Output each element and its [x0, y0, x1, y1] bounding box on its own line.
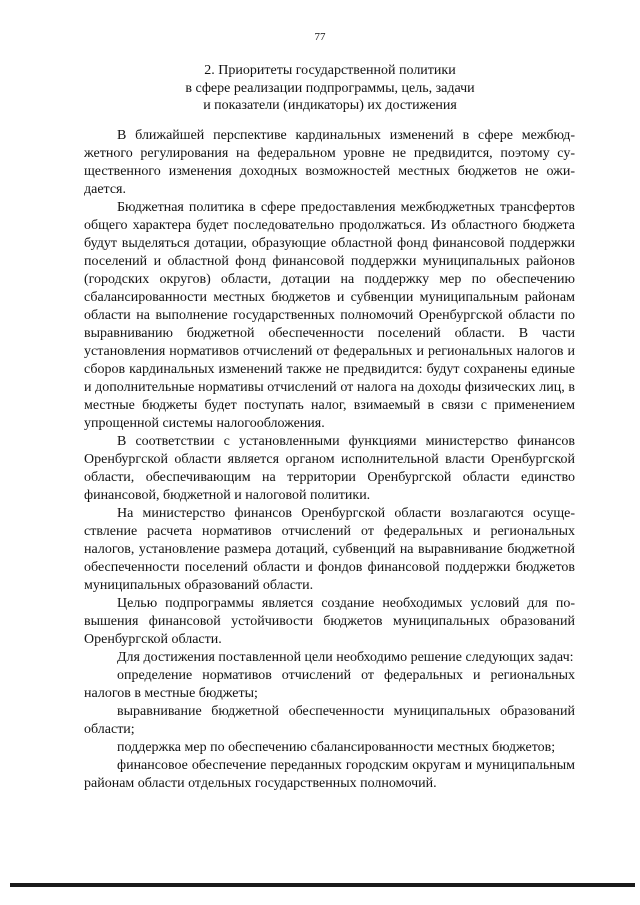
paragraph-5: Целью подпрограммы является создание необходимых условий для повышения финансовой устойчивости бюджетов муниципальных образований Оренбургской области.	[84, 596, 575, 647]
task-item-1: определение нормативов отчислений от федеральных и региональных налогов в местные бюджеты;	[84, 668, 575, 701]
paragraph-1: В ближайшей перспективе кардинальных изменений в сфере межбюджетного регулирования на федеральном уровне не предвидится, поэтому существенного изменения доходных возможностей местных бюджетов не ожидается.	[84, 128, 575, 197]
task-item-4: финансовое обеспечение переданных городским округам и муниципальным районам области отдельных государственных полномочий.	[84, 758, 575, 791]
heading-line-3: и показатели (индикаторы) их достижения	[203, 98, 457, 113]
section-heading	[110, 62, 550, 115]
paragraph-2: Бюджетная политика в сфере предоставления межбюджетных трансфертов общего характера будет последовательно продолжаться. Из областного бюджета будут выделяться дотации, образующие областной фонд финансовой поддержки поселений и областной фонд финансовой поддержки муниципальных районов (городских округов) области, дотации на поддержку мер по обеспечению сбалансированности местных бюджетов и субвенции муниципальным районам области на выполнение государственных полномочий Оренбургской области по выравниванию бюджетной обеспеченности поселений области. В части установления нормативов отчислений от федеральных и региональных налогов и сборов кардинальных изменений также не предвидится: будут сохранены единые и дополнительные нормативы отчислений от налога на доходы физических лиц, в местные бюджеты будет поступать налог, взимаемый в связи с применением упрощенной системы налогообложения.	[84, 200, 575, 431]
paragraph-6: Для достижения поставленной цели необходимо решение следующих задач:	[117, 650, 574, 665]
heading-line-1: 2. Приоритеты государственной политики	[204, 63, 456, 78]
heading-line-2: в сфере реализации подпрограммы, цель, задачи	[185, 80, 475, 96]
paragraph-4: На министерство финансов Оренбургской области возлагаются осуществление расчета нормативов отчислений от федеральных и региональных налогов, установление размера дотаций, субвенций на выравнивание бюджетной обеспеченности поселений области и фондов финансовой поддержки бюджетов муниципальных образований области.	[84, 506, 575, 593]
bottom-rule	[10, 883, 635, 887]
paragraph-3: В соответствии с установленными функциями министерство финансов Оренбургской области является органом исполнительной власти Оренбургской области, обеспечивающим на территории Оренбургской области единство финансовой, бюджетной и налоговой политики.	[84, 434, 575, 503]
task-item-2: выравнивание бюджетной обеспеченности муниципальных образований области;	[84, 704, 575, 737]
page-number: 77	[314, 31, 326, 43]
document-body	[84, 127, 575, 793]
task-item-3: поддержка мер по обеспечению сбалансированности местных бюджетов;	[117, 740, 556, 755]
